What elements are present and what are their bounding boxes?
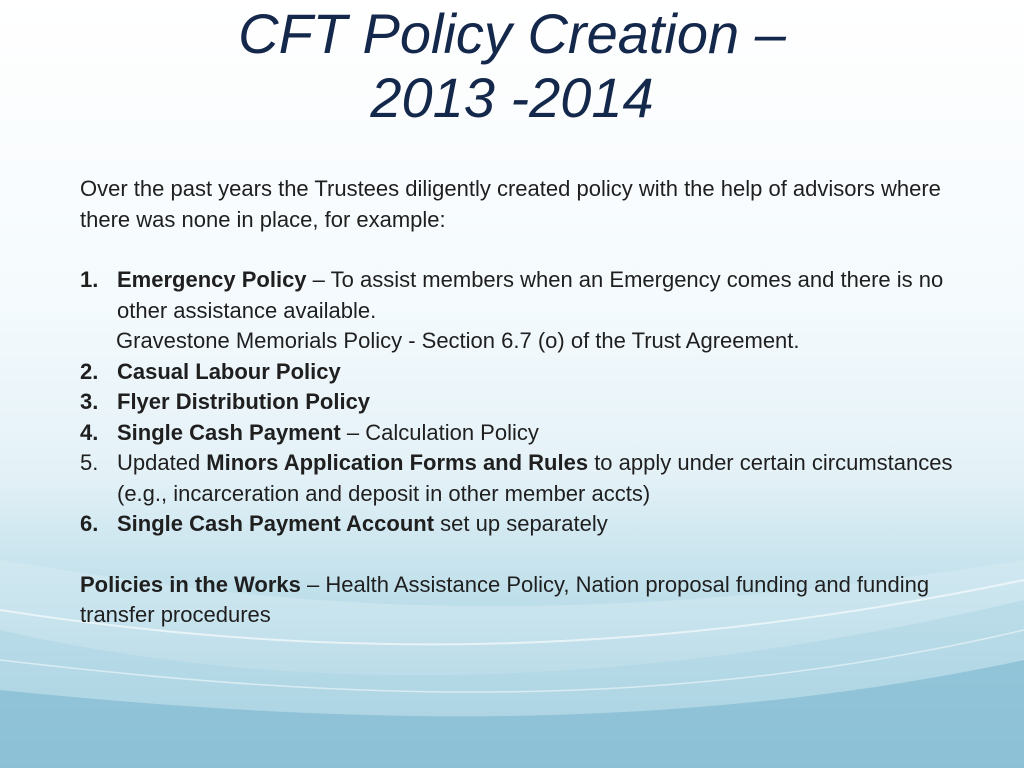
list-item-flyer-distribution xyxy=(80,387,960,418)
list-item-bold: Flyer Distribution Policy xyxy=(117,389,371,414)
list-number: 6. xyxy=(80,511,99,536)
list-subitem-gravestone: Gravestone Memorials Policy - Section 6.7 (o) of the Trust Agreement. xyxy=(116,328,800,353)
title-line-1: CFT Policy Creation – xyxy=(238,2,786,65)
works-text: – Health Assistance Policy, Nation proposal funding and funding transfer procedures xyxy=(80,571,930,627)
list-item-text: – To assist members when an Emergency comes and there is no other assistance available. xyxy=(117,267,944,323)
list-item-cash-payment-account xyxy=(80,509,960,540)
list-item-casual-labour xyxy=(80,357,960,388)
list-item-emergency-policy xyxy=(80,265,960,326)
list-number: 2. xyxy=(80,358,99,384)
list-number: 5. xyxy=(80,450,99,475)
list-number: 1. xyxy=(80,267,99,292)
intro-paragraph: Over the past years the Trustees diligently created policy with the help of advisors where there was none in place, for example: xyxy=(80,176,941,232)
list-item-single-cash-payment xyxy=(80,418,960,449)
list-item-bold: Emergency Policy xyxy=(117,267,307,292)
slide-title xyxy=(0,2,1024,130)
list-item-bold: Minors Application Forms and Rules xyxy=(206,450,589,475)
list-item-bold: Casual Labour Policy xyxy=(117,358,341,384)
list-item-text: – Calculation Policy xyxy=(340,419,539,445)
works-heading: Policies in the Works xyxy=(80,571,301,597)
list-item-bold: Single Cash Payment Account xyxy=(117,511,435,536)
list-item-prefix: Updated xyxy=(117,450,207,475)
list-item-bold: Single Cash Payment xyxy=(117,419,341,445)
slide-body xyxy=(80,174,960,631)
list-item-minors-forms xyxy=(80,448,960,509)
list-item-text: to apply under certain circumstances (e.g., incarceration and deposit in other member accts) xyxy=(117,450,953,506)
list-number: 4. xyxy=(80,419,99,445)
works-paragraph xyxy=(80,570,960,631)
title-line-2: 2013 -2014 xyxy=(370,66,654,129)
list-number: 3. xyxy=(80,389,99,414)
list-item-text: set up separately xyxy=(434,511,608,536)
